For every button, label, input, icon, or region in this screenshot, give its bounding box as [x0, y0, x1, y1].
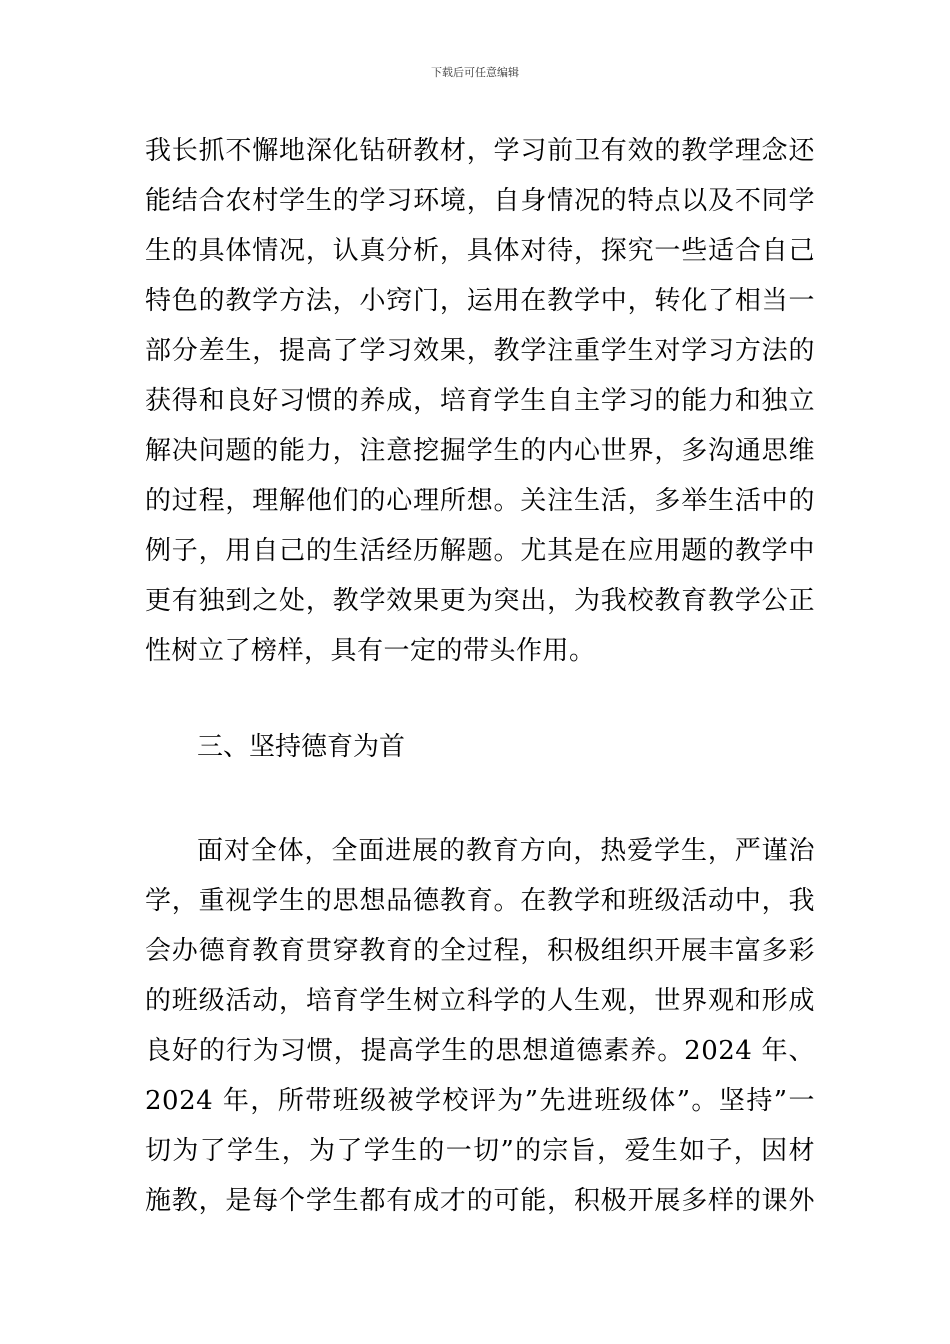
section-heading: 三、坚持德育为首	[197, 732, 406, 762]
paragraph-moral-education	[145, 826, 815, 1226]
text-line: 学，重视学生的思想品德教育。在教学和班级活动中，我	[145, 886, 815, 916]
page-header: 下载后可任意编辑	[431, 66, 519, 79]
document-body	[145, 126, 815, 1226]
text-line: 的班级活动，培育学生树立科学的人生观，世界观和形成	[145, 986, 815, 1016]
text-line: 我长抓不懈地深化钻研教材，学习前卫有效的教学理念还	[145, 136, 815, 166]
text-line: 切为了学生，为了学生的一切”的宗旨，爱生如子，因材	[145, 1136, 815, 1166]
paragraph-teaching-methods	[145, 126, 815, 676]
spacer	[145, 772, 815, 826]
text-line: 的过程，理解他们的心理所想。关注生活，多举生活中的	[145, 486, 815, 516]
text-line: 面对全体，全面进展的教育方向，热爱学生，严谨治	[197, 836, 815, 866]
text-line: 解决问题的能力，注意挖掘学生的内心世界，多沟通思维	[145, 436, 815, 466]
text-line: 性树立了榜样，具有一定的带头作用。	[145, 636, 596, 666]
text-line: 获得和良好习惯的养成，培育学生自主学习的能力和独立	[145, 386, 815, 416]
text-line: 生的具体情况，认真分析，具体对待，探究一些适合自己	[145, 236, 815, 266]
text-line: 施教，是每个学生都有成才的可能，积极开展多样的课外	[145, 1186, 815, 1216]
spacer	[145, 676, 815, 722]
text-line: 更有独到之处，教学效果更为突出，为我校教育教学公正	[145, 586, 815, 616]
text-line: 良好的行为习惯，提高学生的思想道德素养。2024 年、	[145, 1036, 815, 1066]
text-line: 能结合农村学生的学习环境，自身情况的特点以及不同学	[145, 186, 815, 216]
text-line: 特色的教学方法，小窍门，运用在教学中，转化了相当一	[145, 286, 815, 316]
text-line: 2024 年，所带班级被学校评为”先进班级体”。坚持”一	[145, 1086, 815, 1116]
text-line: 例子，用自己的生活经历解题。尤其是在应用题的教学中	[145, 536, 815, 566]
text-line: 部分差生，提高了学习效果，教学注重学生对学习方法的	[145, 336, 815, 366]
text-line: 会办德育教育贯穿教育的全过程，积极组织开展丰富多彩	[145, 936, 815, 966]
